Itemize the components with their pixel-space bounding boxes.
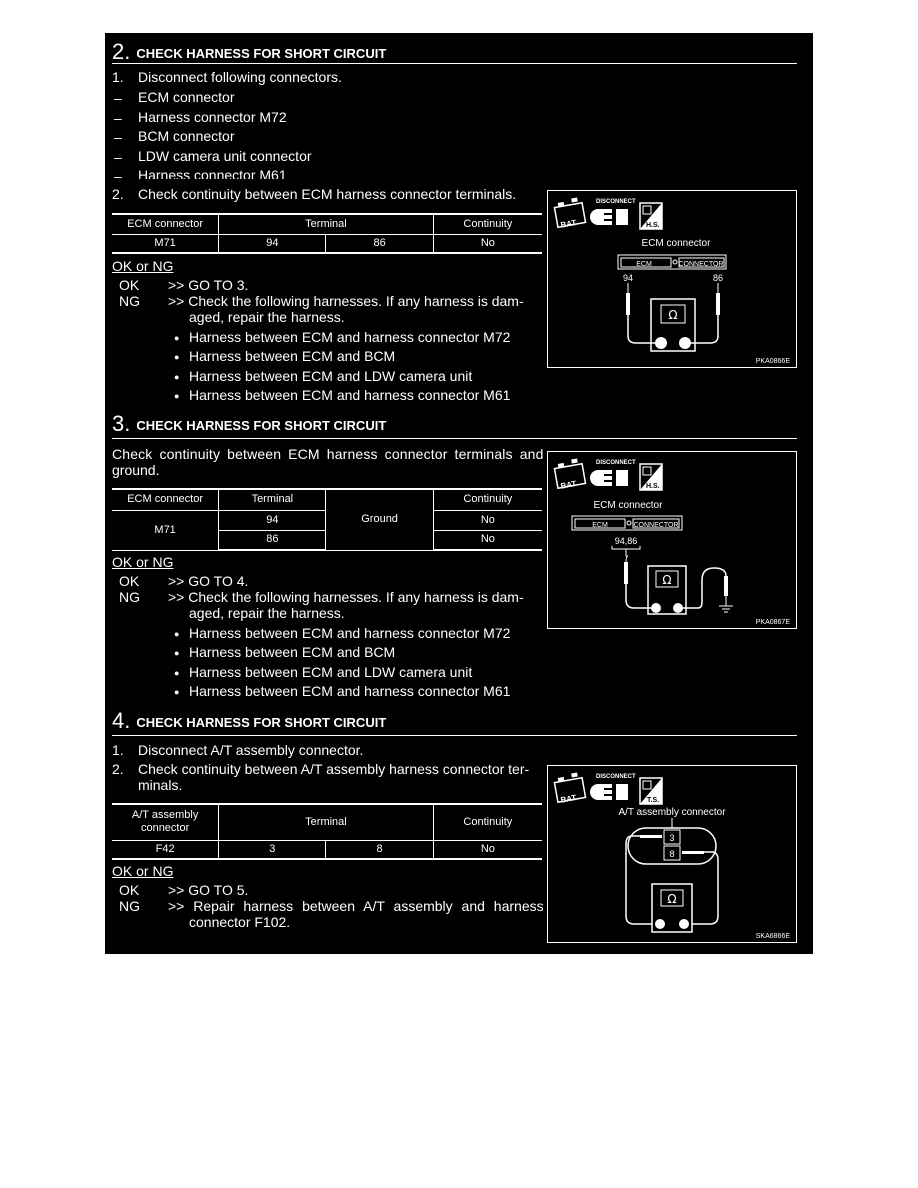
step-number: 2. <box>112 39 131 64</box>
harness-side-icon <box>640 464 662 490</box>
ng-label: NG <box>119 898 140 914</box>
diagram-svg <box>548 452 796 628</box>
svg-text:ECM: ECM <box>592 522 608 529</box>
at-connector-shape <box>628 828 716 864</box>
divider <box>112 438 797 439</box>
ok-label: OK <box>119 573 140 589</box>
battery-icon <box>554 459 585 491</box>
table-cell: 94 <box>219 234 326 253</box>
instruction-text: Check continuity between ECM harness connector terminals. <box>138 186 517 202</box>
instruction-text-cont: ground. <box>112 462 160 478</box>
table-header: ECM connector <box>112 489 219 510</box>
terminals-label: 94,86 <box>614 536 638 546</box>
step-number: 3. <box>112 411 131 436</box>
ng-label: NG <box>119 589 140 605</box>
bat-label: BAT <box>559 793 578 805</box>
divider <box>112 63 797 64</box>
table-header: Terminal <box>219 489 326 510</box>
ok-result: >> GO TO 5. <box>168 882 249 898</box>
svg-text:Ω: Ω <box>662 573 672 587</box>
service-manual-page <box>105 33 813 954</box>
table-cell: F42 <box>112 840 219 859</box>
terminal-3-label: 3 <box>669 833 675 843</box>
instruction-text: Disconnect A/T assembly connector. <box>138 742 364 758</box>
ok-label: OK <box>119 882 140 898</box>
ng-result: >> Check the following harnesses. If any harness is dam- <box>168 589 524 605</box>
harness-item: ● Harness between ECM and BCM <box>189 643 395 663</box>
table-cell: M71 <box>112 234 219 253</box>
figure-ecm-ground <box>547 451 797 629</box>
step-title: CHECK HARNESS FOR SHORT CIRCUIT <box>136 715 387 730</box>
disconnect-item: Harness connector M72 <box>138 109 287 125</box>
harness-item: ● Harness between ECM and harness connector M72 <box>189 328 510 348</box>
harness-item: ● Harness between ECM and harness connector M61 <box>189 682 510 702</box>
dash-bullet: – <box>114 149 122 165</box>
disconnect-label: DISCONNECT <box>596 774 636 780</box>
ng-result: >> Repair harness between A/T assembly and harness <box>168 898 544 914</box>
ok-label: OK <box>119 277 140 293</box>
hs-label: H.S. <box>646 483 660 490</box>
ng-result-cont: aged, repair the harness. <box>189 605 345 621</box>
table-cell: 86 <box>219 530 326 550</box>
ok-result: >> GO TO 4. <box>168 573 249 589</box>
dash-bullet: – <box>114 168 122 184</box>
disconnect-plug-icon <box>590 784 628 800</box>
disconnect-plug-icon <box>590 470 628 486</box>
instruction-number: 2. <box>112 761 124 777</box>
disconnect-item: Harness connector M61 <box>138 167 287 179</box>
continuity-table <box>112 803 542 860</box>
dash-bullet: – <box>114 110 122 126</box>
instruction-text-cont: minals. <box>138 777 183 793</box>
ok-result: >> GO TO 3. <box>168 277 249 293</box>
ng-result: >> Check the following harnesses. If any harness is dam- <box>168 293 524 309</box>
ts-label: T.S. <box>647 797 660 804</box>
harness-item: ● Harness between ECM and harness connector M61 <box>189 386 510 406</box>
ng-result-cont: connector F102. <box>189 914 291 930</box>
table-cell: 3 <box>219 840 326 859</box>
harness-item: ● Harness between ECM and LDW camera unit <box>189 367 472 387</box>
step-title: CHECK HARNESS FOR SHORT CIRCUIT <box>136 46 387 61</box>
instruction-number: 2. <box>112 186 124 202</box>
svg-text:ECM: ECM <box>636 261 652 268</box>
svg-text:Ω: Ω <box>667 892 677 906</box>
diagram-svg <box>548 766 796 942</box>
instruction-text: Check continuity between A/T assembly harness connector ter- <box>138 761 530 777</box>
disconnect-item: LDW camera unit connector <box>138 148 312 164</box>
table-cell: No <box>433 510 542 530</box>
table-header: Terminal <box>219 214 433 234</box>
ok-or-ng-label: OK or NG <box>112 863 174 879</box>
terminal-8-label: 8 <box>669 849 675 859</box>
figure-at-assembly-connector <box>547 765 797 943</box>
ground-icon <box>719 606 733 612</box>
step-4-header <box>112 704 386 732</box>
table-header <box>112 804 219 840</box>
step-3-header <box>112 407 386 435</box>
ohmmeter-icon <box>651 299 695 351</box>
ohmmeter-icon <box>648 566 686 614</box>
header-line: A/T assembly <box>131 809 199 822</box>
svg-text:CONNECTOR: CONNECTOR <box>678 261 724 268</box>
ohmmeter-icon <box>652 884 692 932</box>
step-2-header <box>112 35 386 63</box>
diagram-svg <box>548 191 796 367</box>
figure-ecm-connector <box>547 190 797 368</box>
harness-side-icon <box>640 203 662 229</box>
ecm-connector-shape <box>572 516 682 530</box>
disconnect-plug-icon <box>590 209 628 225</box>
ohmmeter-probes <box>624 556 728 608</box>
ng-result-cont: aged, repair the harness. <box>189 309 345 325</box>
table-cell: No <box>433 840 542 859</box>
dash-bullet: – <box>114 129 122 145</box>
table-header: Terminal <box>219 804 433 840</box>
table-cell: No <box>433 530 542 550</box>
table-cell: 86 <box>326 234 433 253</box>
table-header: Continuity <box>433 804 542 840</box>
harness-item: ● Harness between ECM and harness connector M72 <box>189 624 510 644</box>
table-header: Continuity <box>433 489 542 510</box>
step-title: CHECK HARNESS FOR SHORT CIRCUIT <box>136 418 387 433</box>
ok-or-ng-label: OK or NG <box>112 554 174 570</box>
svg-text:Ω: Ω <box>668 308 678 322</box>
battery-icon <box>554 773 585 805</box>
table-header: ECM connector <box>112 214 219 234</box>
ground-cell: Ground <box>326 489 433 550</box>
header-line: connector <box>140 822 190 835</box>
instruction-text: Check continuity between ECM harness connector terminals and <box>112 446 544 462</box>
instruction-number: 1. <box>112 69 124 85</box>
figure-code: PKA0867E <box>755 619 790 626</box>
instruction-number: 1. <box>112 742 124 758</box>
battery-icon <box>554 198 585 230</box>
ecm-connector-shape <box>618 255 726 269</box>
disconnect-label: DISCONNECT <box>596 460 636 466</box>
figure-caption: ECM connector <box>593 500 663 511</box>
instruction-text: Disconnect following connectors. <box>138 69 342 85</box>
continuity-table <box>112 488 542 551</box>
connector-cell: M71 <box>112 510 219 550</box>
ok-or-ng-label: OK or NG <box>112 258 174 274</box>
step-number: 4. <box>112 708 131 733</box>
bat-label: BAT <box>559 479 578 491</box>
table-cell: 8 <box>326 840 433 859</box>
figure-caption: ECM connector <box>641 238 711 249</box>
divider <box>112 735 797 736</box>
hs-label: H.S. <box>646 222 660 229</box>
figure-code: PKA0866E <box>755 358 790 365</box>
figure-code: SKA6866E <box>755 933 790 940</box>
harness-item: ● Harness between ECM and LDW camera unit <box>189 663 472 683</box>
ng-label: NG <box>119 293 140 309</box>
dash-bullet: – <box>114 90 122 106</box>
disconnect-item: BCM connector <box>138 128 235 144</box>
harness-item: ● Harness between ECM and BCM <box>189 347 395 367</box>
continuity-table <box>112 213 542 254</box>
table-cell: 94 <box>219 510 326 530</box>
table-header: Continuity <box>433 214 542 234</box>
terminal-86-label: 86 <box>712 273 724 283</box>
disconnect-item: ECM connector <box>138 89 235 105</box>
bat-label: BAT <box>559 218 578 230</box>
svg-text:CONNECTOR: CONNECTOR <box>633 522 679 529</box>
terminal-side-icon <box>640 778 662 804</box>
figure-caption: A/T assembly connector <box>618 807 726 818</box>
table-cell: No <box>433 234 542 253</box>
disconnect-label: DISCONNECT <box>596 199 636 205</box>
terminal-94-label: 94 <box>622 273 634 283</box>
